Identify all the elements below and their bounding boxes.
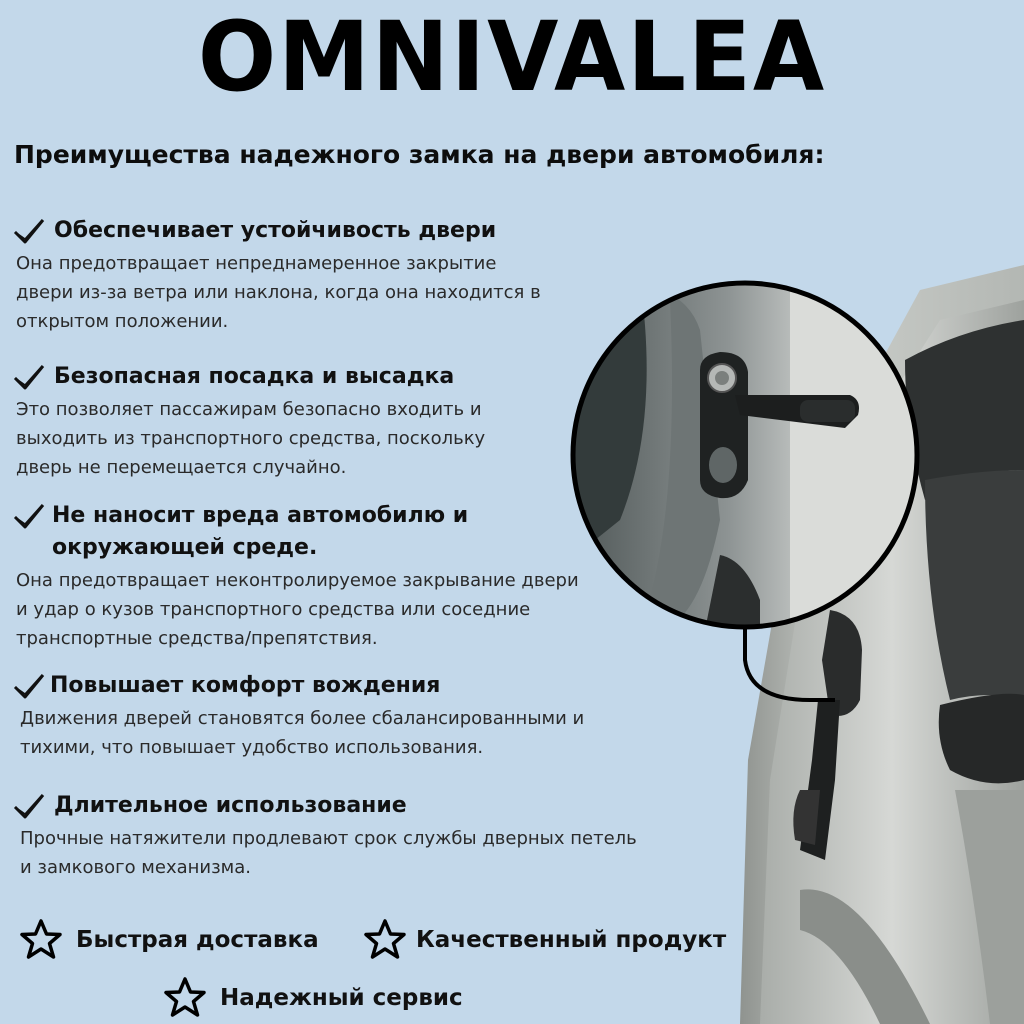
feature-title-line: Не наносит вреда автомобилю и [52,503,469,528]
check-icon [12,217,46,245]
feature-desc-line: и удар о кузов транспортного средства или соседние [16,599,531,620]
feature-durability [12,790,637,882]
brand-logo: OMNIVALEA [197,1,827,113]
feature-no-harm [12,500,579,653]
perk-label: Надежный сервис [220,985,463,1011]
star-icon [162,975,208,1021]
feature-description [16,249,541,336]
feature-title: Безопасная посадка и высадка [54,364,455,389]
star-icon [362,917,408,963]
perk-quality-product [362,917,726,963]
feature-desc-line: тихими, что повышает удобство использования. [20,737,484,758]
feature-desc-line: выходить из транспортного средства, поскольку [16,428,486,449]
feature-title: Повышает комфорт вождения [50,673,441,698]
feature-description [16,566,579,653]
feature-desc-line: открытом положении. [16,311,229,332]
feature-desc-line: Это позволяет пассажирам безопасно входить и [16,399,482,420]
feature-desc-line: Прочные натяжители продлевают срок службы дверных петель [20,828,637,849]
check-icon [12,792,46,820]
page-headline: Преимущества надежного замка на двери автомобиля: [14,140,825,169]
feature-description [20,824,637,882]
feature-comfort [12,670,584,762]
perk-label: Качественный продукт [416,927,727,953]
check-icon [12,502,46,530]
perk-label: Быстрая доставка [76,927,319,953]
feature-desc-line: Она предотвращает непреднамеренное закрытие [16,253,497,274]
feature-desc-line: дверь не перемещается случайно. [16,457,347,478]
feature-description [16,395,485,482]
feature-title: Длительное использование [54,793,407,818]
feature-title [52,500,468,564]
feature-desc-line: Движения дверей становятся более сбалансированными и [20,708,585,729]
perk-fast-delivery [18,917,319,963]
feature-desc-line: и замкового механизма. [20,857,252,878]
feature-desc-line: двери из-за ветра или наклона, когда она находится в [16,282,541,303]
check-icon [12,672,46,700]
feature-title: Обеспечивает устойчивость двери [54,218,497,243]
feature-desc-line: транспортные средства/препятствия. [16,628,378,649]
feature-description [20,704,584,762]
feature-safe-boarding [12,361,485,482]
check-icon [12,363,46,391]
perk-reliable-service [162,975,463,1021]
feature-title-line: окружающей среде. [52,535,318,560]
feature-stability [12,215,541,336]
star-icon [18,917,64,963]
feature-desc-line: Она предотвращает неконтролируемое закрывание двери [16,570,579,591]
